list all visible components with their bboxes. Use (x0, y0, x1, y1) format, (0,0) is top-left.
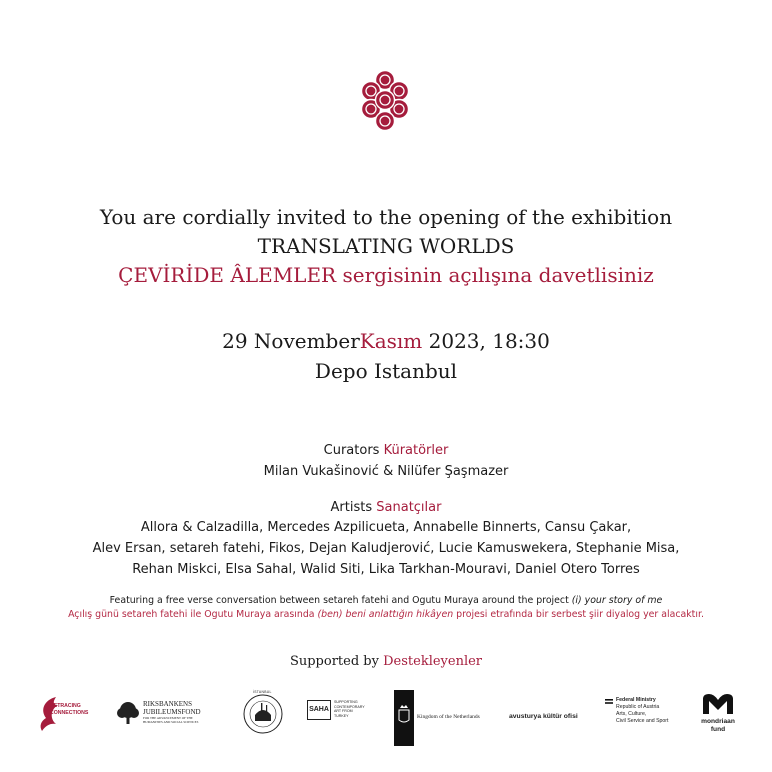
exhibition-title: TRANSLATING WORLDS (257, 234, 515, 258)
supported-by-heading (0, 654, 772, 669)
featuring-tr-text-end: projesi etrafında bir serbest şiir diyalog yer alacaktır. (453, 609, 704, 620)
supported-label-tr: Destekleyenler (383, 654, 483, 669)
austria-line-1: Federal Ministry (616, 697, 656, 703)
invite-line-tr: ÇEVİRİDE ÂLEMLER sergisinin açılışına davetlisiniz (118, 263, 654, 287)
flower-logo-icon (356, 70, 414, 132)
riksbankens-line-3: FOR THE ADVANCEMENT OF THE HUMANITIES AND SOCIAL SCIENCES (143, 716, 199, 724)
artists-label-en: Artists (330, 500, 373, 515)
supported-label-en: Supported by (289, 654, 379, 669)
saha-line-3: ART FROM (334, 709, 353, 714)
invite-line-en: You are cordially invited to the opening of the exhibition (99, 205, 673, 229)
saha-line-2: CONTEMPORARY (334, 704, 365, 709)
event-details (0, 326, 772, 386)
avusturya-kultur-ofisi-logo: avusturya kültür ofisi (509, 713, 578, 720)
artists-section (0, 500, 772, 580)
mondriaan-m-icon (701, 693, 735, 715)
austria-line-3: Arts, Culture, (616, 711, 647, 718)
istanbul-seal-icon (242, 693, 284, 735)
saha-mark: SAHA (307, 700, 331, 720)
austria-line-4: Civil Service and Sport (616, 717, 669, 724)
curators-names: Milan Vukašinović & Nilüfer Şaşmazer (263, 464, 509, 479)
featuring-en (0, 594, 772, 608)
netherlands-text: Kingdom of the Netherlands (417, 714, 480, 720)
invitation-text (0, 203, 772, 290)
austria-flag-icon (605, 699, 613, 704)
featuring-tr-project: (ben) beni anlattığın hikâyen (317, 609, 454, 620)
featuring-en-project: (i) your story of me (571, 595, 663, 606)
retracing-line-1: RETRACING (50, 703, 81, 709)
netherlands-crest-icon (394, 690, 414, 746)
featuring-tr-text: Açılış günü setareh fatehi ile Ogutu Muraya arasında (68, 609, 318, 620)
mondriaan-line-1: mondriaan (701, 718, 735, 725)
saha-line-4: TURKEY (334, 713, 349, 718)
date-tr: Kasım (359, 329, 423, 353)
retracing-line-2: CONNECTIONS (50, 710, 89, 716)
riksbankens-tree-icon (115, 700, 141, 726)
sponsor-logos (0, 688, 772, 748)
featuring-en-text: Featuring a free verse conversation between setareh fatehi and Ogutu Muraya around the project (109, 595, 572, 606)
curators-label-en: Curators (323, 443, 380, 458)
riksbankens-line-2: JUBILEUMSFOND (143, 708, 201, 716)
curators-section (0, 443, 772, 482)
curators-label-tr: Küratörler (383, 443, 449, 458)
date-en: 29 November (222, 329, 360, 353)
featuring-tr (0, 608, 772, 622)
curators-heading (0, 443, 772, 458)
artists-label-tr: Sanatçılar (376, 500, 442, 515)
austria-line-2: Republic of Austria (616, 703, 660, 710)
event-date (0, 326, 772, 356)
mondriaan-line-2: fund (710, 725, 726, 733)
riksbankens-line-1: RIKSBANKENS (143, 700, 193, 708)
artists-line-3: Rehan Miskci, Elsa Sahal, Walid Siti, Lika Tarkhan-Mouravi, Daniel Otero Torres (132, 562, 640, 577)
artists-line-1: Allora & Calzadilla, Mercedes Azpilicueta, Annabelle Binnerts, Cansu Çakar, (140, 520, 632, 535)
artists-line-2: Alev Ersan, setareh fatehi, Fikos, Dejan Kaludjerović, Lucie Kamuswekera, Stephanie Misa, (92, 541, 680, 556)
istanbul-seal-text: İSTANBUL (253, 690, 272, 694)
featuring-note (0, 594, 772, 622)
artists-heading (0, 500, 772, 515)
date-time: 2023, 18:30 (422, 329, 550, 353)
saha-line-1: SUPPORTING (334, 700, 358, 704)
event-venue: Depo Istanbul (314, 359, 458, 383)
netherlands-ribbon (394, 690, 414, 746)
